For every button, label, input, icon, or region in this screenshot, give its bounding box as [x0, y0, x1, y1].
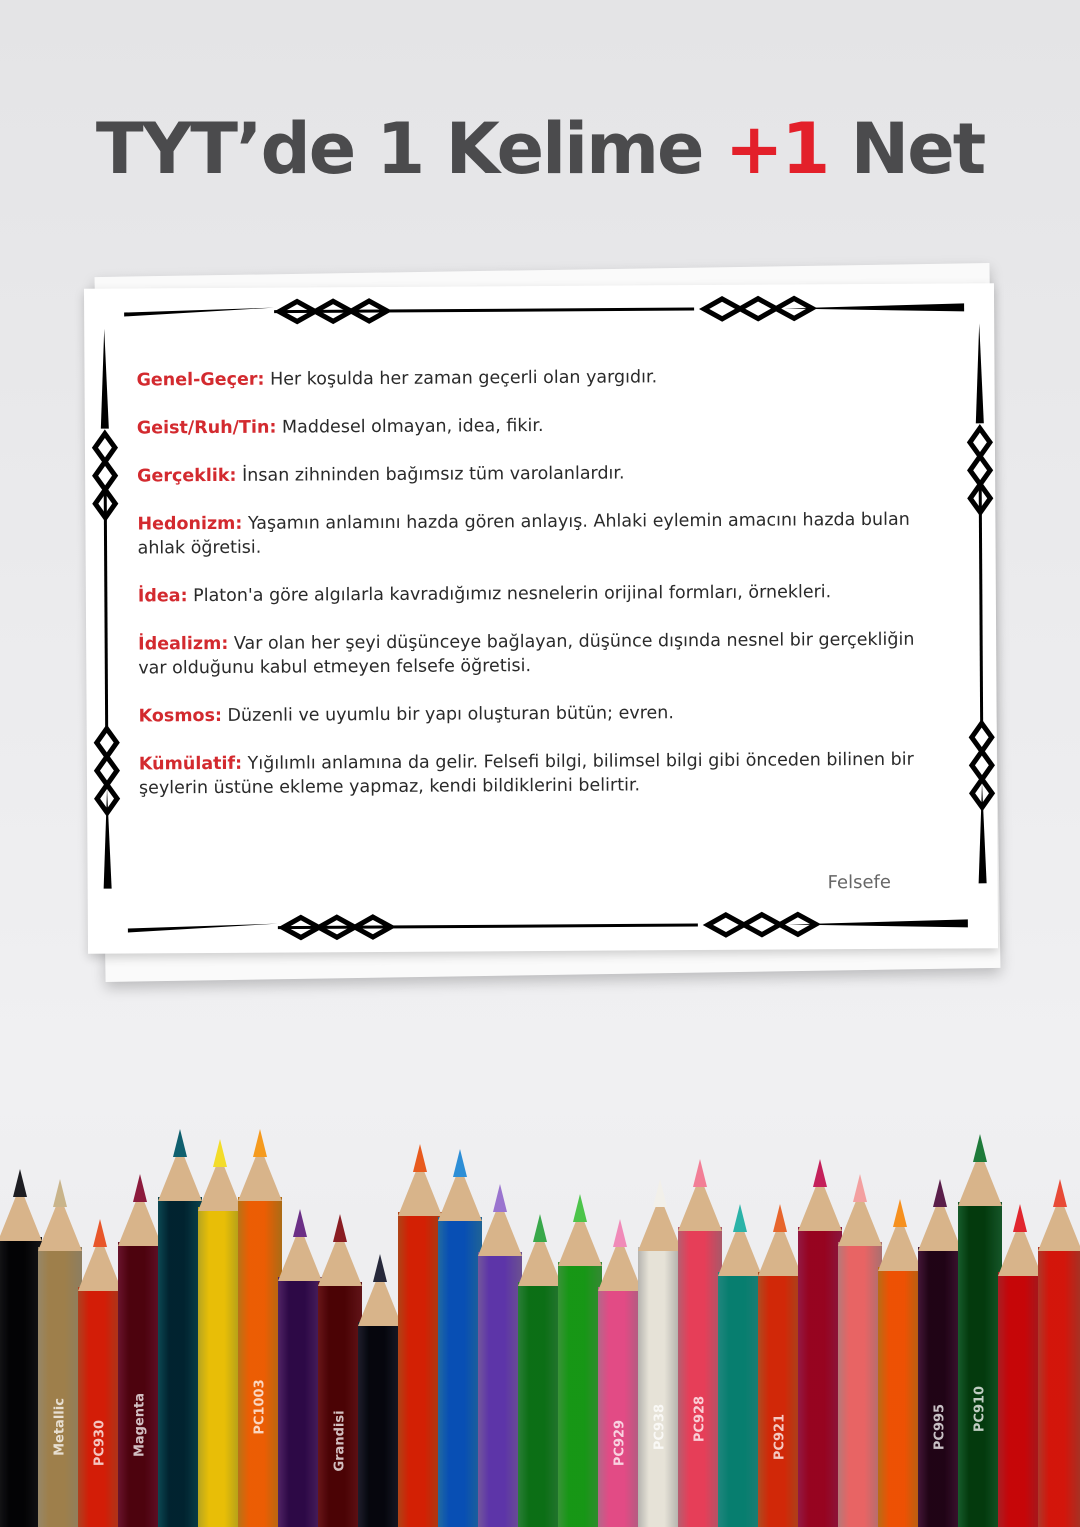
pencil-label: PC910	[972, 1385, 988, 1433]
pencil-lead	[613, 1219, 627, 1247]
pencil-lead	[773, 1204, 787, 1232]
pencil-body	[638, 1247, 682, 1527]
entry-term: İdealizm:	[138, 633, 229, 655]
entry-term: Genel-Geçer:	[136, 369, 265, 391]
pencil	[78, 1217, 122, 1527]
entry-definition: Yaşamın anlamını hazda gören anlayış. Ahlaki eylemin amacını hazda bulan ahlak öğretisi.	[137, 509, 910, 559]
pencil	[598, 1217, 642, 1527]
pencil-label: PC938	[652, 1403, 668, 1451]
entry-term: Gerçeklik:	[137, 465, 237, 487]
pencil-body	[318, 1282, 362, 1527]
pencil-body	[758, 1272, 802, 1527]
pencil-body	[398, 1212, 442, 1527]
pencil-lead	[1013, 1204, 1027, 1232]
pencil-lead	[933, 1179, 947, 1207]
pencil	[518, 1212, 562, 1527]
entry-term: Hedonizm:	[137, 513, 243, 535]
pencil-label: PC1003	[252, 1379, 268, 1435]
pencil-body	[838, 1242, 882, 1527]
pencil	[998, 1202, 1042, 1527]
pencil-body	[878, 1267, 922, 1527]
pencil-body	[358, 1322, 402, 1527]
pencil	[678, 1157, 722, 1527]
title-suffix: Net	[828, 108, 985, 190]
entry-term: İdea:	[137, 586, 188, 607]
pencil-label: Metallic	[52, 1398, 68, 1456]
pencil-body	[118, 1242, 162, 1527]
pencil-body	[718, 1272, 762, 1527]
pencil-label: Grandisi	[332, 1410, 348, 1472]
pencil-lead	[93, 1219, 107, 1247]
pencil-label: PC930	[92, 1419, 108, 1467]
pencil-body	[918, 1247, 962, 1527]
entry-definition: Platon'a göre algılarla kavradığımız nesnelerin orijinal formları, örnekleri.	[187, 582, 832, 607]
glossary-entry	[136, 364, 916, 393]
pencil-label: PC921	[772, 1413, 788, 1461]
pencil-lead	[453, 1149, 467, 1177]
glossary-list	[136, 364, 919, 825]
pencil	[478, 1182, 522, 1527]
pencil	[758, 1202, 802, 1527]
pencil	[158, 1127, 202, 1527]
glossary-entry	[138, 580, 918, 609]
pencil	[398, 1142, 442, 1527]
pencil-lead	[973, 1134, 987, 1162]
pencil-body	[958, 1202, 1002, 1527]
pencil-body	[558, 1262, 602, 1527]
pencil-body	[158, 1197, 202, 1527]
pencil-lead	[213, 1139, 227, 1167]
pencil-lead	[1053, 1179, 1067, 1207]
pencil-lead	[413, 1144, 427, 1172]
pencil-body	[518, 1282, 562, 1527]
title-accent: +1	[724, 108, 829, 190]
pencil	[838, 1172, 882, 1527]
pencil-body	[478, 1252, 522, 1527]
pencil-lead	[533, 1214, 547, 1242]
pencil-lead	[573, 1194, 587, 1222]
pencil-body	[238, 1197, 282, 1527]
entry-definition: Maddesel olmayan, idea, fikir.	[276, 415, 544, 438]
pencil	[38, 1177, 82, 1527]
pencil	[1038, 1177, 1080, 1527]
pencil-label: PC929	[612, 1419, 628, 1467]
pencil-body	[1038, 1247, 1080, 1527]
entry-term: Kosmos:	[138, 705, 223, 727]
subject-label: Felsefe	[827, 871, 891, 894]
pencil-lead	[13, 1169, 27, 1197]
pencil-lead	[853, 1174, 867, 1202]
pencil-lead	[893, 1199, 907, 1227]
pencil-lead	[813, 1159, 827, 1187]
pencil-lead	[373, 1254, 387, 1282]
entry-term: Geist/Ruh/Tin:	[136, 417, 277, 439]
pencil-lead	[733, 1204, 747, 1232]
entry-definition: Düzenli ve uyumlu bir yapı oluşturan bütün; evren.	[221, 703, 674, 726]
page-title	[0, 108, 1080, 190]
pencil-body	[198, 1207, 242, 1527]
pencil-lead	[693, 1159, 707, 1187]
pencil	[798, 1157, 842, 1527]
title-prefix: TYT’de 1 Kelime	[95, 108, 725, 190]
pencil-lead	[293, 1209, 307, 1237]
pencil	[358, 1252, 402, 1527]
pencil-body	[0, 1237, 42, 1527]
pencil-body	[38, 1247, 82, 1527]
glossary-entry	[137, 460, 917, 489]
entry-definition: İnsan zihninden bağımsız tüm varolanlardır.	[236, 463, 625, 486]
pencil-body	[678, 1227, 722, 1527]
pencil-lead	[173, 1129, 187, 1157]
glossary-entry	[137, 412, 917, 441]
glossary-entry	[137, 508, 917, 561]
pencil-body	[438, 1217, 482, 1527]
entry-definition: Var olan her şeyi düşünceye bağlayan, düşünce dışında nesnel bir gerçekliğin var olduğunu kabul etmeyen felsefe öğretisi.	[138, 629, 915, 679]
pencil-label: Magenta	[132, 1392, 148, 1458]
pencil-body	[798, 1227, 842, 1527]
pencil-lead	[133, 1174, 147, 1202]
pencil-lead	[253, 1129, 267, 1157]
pencil	[718, 1202, 762, 1527]
pencil-body	[78, 1287, 122, 1527]
entry-definition: Yığılımlı anlamına da gelir. Felsefi bilgi, bilimsel bilgi gibi önceden bilinen bir şeylerin üstüne ekleme yapmaz, kendi bildiklerini belirtir.	[138, 749, 914, 799]
pencil	[318, 1212, 362, 1527]
pencil-lead	[333, 1214, 347, 1242]
pencil-lead	[53, 1179, 67, 1207]
glossary-card	[84, 283, 998, 954]
pencil-body	[278, 1277, 322, 1527]
pencil-label: PC928	[692, 1395, 708, 1443]
pencil	[558, 1192, 602, 1527]
pencil	[198, 1137, 242, 1527]
pencil	[0, 1167, 42, 1527]
pencil-label: PC995	[932, 1403, 948, 1451]
pencil	[278, 1207, 322, 1527]
pencil	[958, 1132, 1002, 1527]
pencil	[918, 1177, 962, 1527]
glossary-entry	[139, 700, 919, 729]
entry-term: Kümülatif:	[138, 753, 243, 775]
glossary-entry	[139, 748, 919, 801]
colored-pencils-photo	[0, 1080, 1080, 1527]
glossary-entry	[138, 628, 918, 681]
entry-definition: Her koşulda her zaman geçerli olan yargıdır.	[264, 367, 658, 390]
pencil-body	[998, 1272, 1042, 1527]
pencil	[238, 1127, 282, 1527]
pencil-body	[598, 1287, 642, 1527]
pencil	[878, 1197, 922, 1527]
pencil-lead	[493, 1184, 507, 1212]
pencil	[118, 1172, 162, 1527]
pencil	[638, 1177, 682, 1527]
pencil	[438, 1147, 482, 1527]
pencil-lead	[653, 1179, 667, 1207]
